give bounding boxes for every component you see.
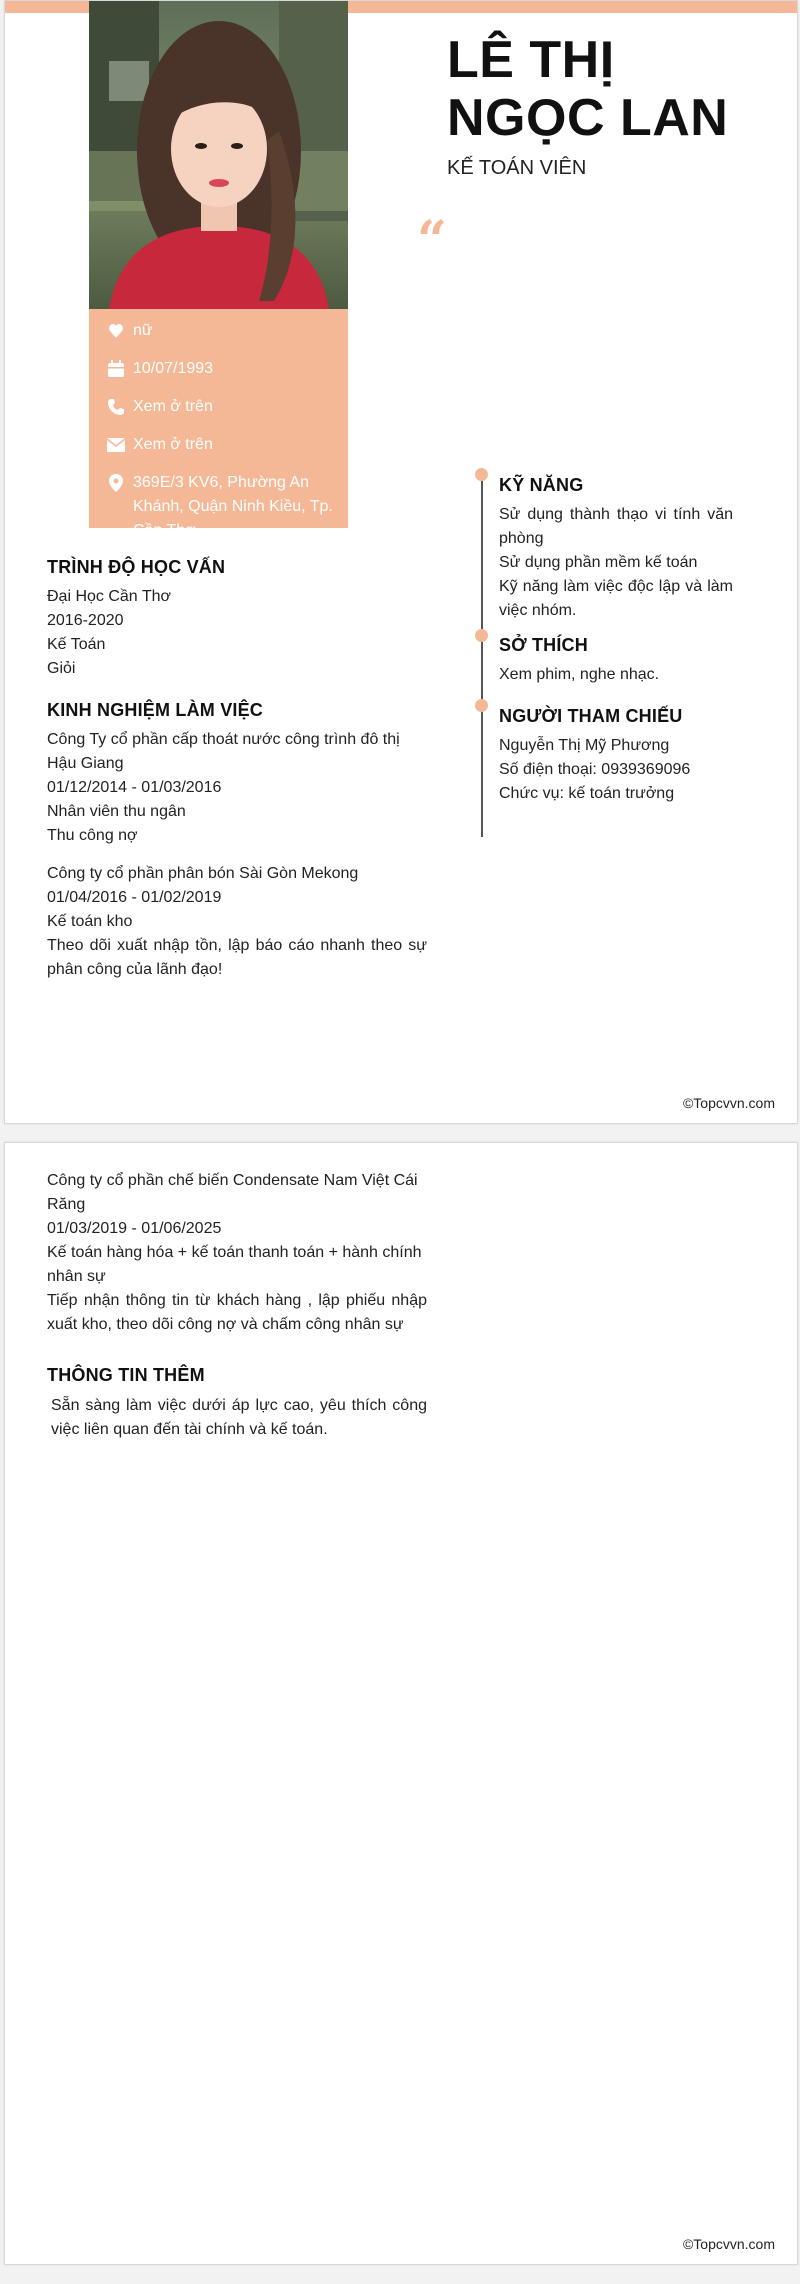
cv-page-2 <box>4 1142 798 2265</box>
skills-text: Sử dụng thành thạo vi tính văn phòng Sử dụng phần mềm kế toán Kỹ năng làm việc độc lập và làm việc nhóm. <box>499 506 733 619</box>
education-grade: Giỏi <box>47 660 76 677</box>
education-school: Đại Học Cần Thơ <box>47 588 172 605</box>
job-period: 01/12/2014 - 01/03/2016 <box>47 779 222 796</box>
contact-gender <box>107 319 337 348</box>
additional-info-text: Sẵn sàng làm việc dưới áp lực cao, yêu thích công việc liên quan đến tài chính và kế toán. <box>51 1397 427 1438</box>
gender-text: nữ <box>133 322 153 339</box>
experience-title: KINH NGHIỆM LÀM VIỆC <box>47 700 264 720</box>
contact-phone <box>107 395 337 424</box>
contact-email <box>107 433 337 462</box>
job-company: Công ty cổ phần phân bón Sài Gòn Mekong <box>47 865 359 882</box>
additional-info-title: THÔNG TIN THÊM <box>47 1365 205 1385</box>
job-period: 01/03/2019 - 01/06/2025 <box>47 1220 222 1237</box>
gender-icon <box>107 319 133 348</box>
timeline-line <box>481 479 483 837</box>
job-title: KẾ TOÁN VIÊN <box>447 157 587 179</box>
footer-brand: ©Topcvvn.com <box>682 2236 775 2252</box>
birthday-text: 10/07/1993 <box>133 360 214 377</box>
email-text: Xem ở trên <box>133 436 213 453</box>
phone-text: Xem ở trên <box>133 398 213 415</box>
reference-position: Chức vụ: kế toán trưởng <box>499 785 675 802</box>
education-title: TRÌNH ĐỘ HỌC VẤN <box>47 557 226 577</box>
contact-info-box <box>89 309 348 539</box>
skills-title: KỸ NĂNG <box>499 475 584 495</box>
phone-icon <box>107 395 133 424</box>
timeline-dot-hobbies <box>475 629 488 642</box>
job-period: 01/04/2016 - 01/02/2019 <box>47 889 222 906</box>
job-company: Công ty cổ phần chế biến Condensate Nam Việt Cái Răng <box>47 1172 418 1213</box>
contact-birthday <box>107 357 337 386</box>
location-icon <box>107 471 133 543</box>
reference-name: Nguyễn Thị Mỹ Phương <box>499 737 670 754</box>
job-role: Kế toán kho <box>47 913 133 930</box>
reference-phone: Số điện thoại: 0939369096 <box>499 761 691 778</box>
timeline-dot-reference <box>475 699 488 712</box>
job-role: Nhân viên thu ngân <box>47 803 186 820</box>
cv-page-1 <box>4 0 798 1124</box>
job-company: Công Ty cổ phần cấp thoát nước công trình đô thị Hậu Giang <box>47 731 400 772</box>
reference-title: NGƯỜI THAM CHIẾU <box>499 706 683 726</box>
job-description: Thu công nợ <box>47 827 138 844</box>
job-description: Tiếp nhận thông tin từ khách hàng , lập phiếu nhập xuất kho, theo dõi công nợ và chấm công nhân sự <box>47 1292 427 1333</box>
quote-icon: “ <box>417 210 447 271</box>
calendar-icon <box>107 357 133 386</box>
address-text: 369E/3 KV6, Phường An Khánh, Quận Ninh Kiều, Tp. Cần Thơ <box>133 474 333 539</box>
email-icon <box>107 433 133 462</box>
hobbies-title: SỞ THÍCH <box>499 635 588 655</box>
footer-brand: ©Topcvvn.com <box>682 1095 775 1111</box>
job-description: Theo dõi xuất nhập tồn, lập báo cáo nhanh theo sự phân công của lãnh đạo! <box>47 937 427 978</box>
profile-photo <box>89 1 348 309</box>
timeline-dot-skills <box>475 468 488 481</box>
candidate-name: LÊ THỊ NGỌC LAN <box>447 31 729 147</box>
education-major: Kế Toán <box>47 636 106 653</box>
contact-address <box>107 471 337 543</box>
hobbies-text: Xem phim, nghe nhạc. <box>499 666 660 683</box>
education-period: 2016-2020 <box>47 612 124 629</box>
job-role: Kế toán hàng hóa + kế toán thanh toán + hành chính nhân sự <box>47 1244 422 1285</box>
